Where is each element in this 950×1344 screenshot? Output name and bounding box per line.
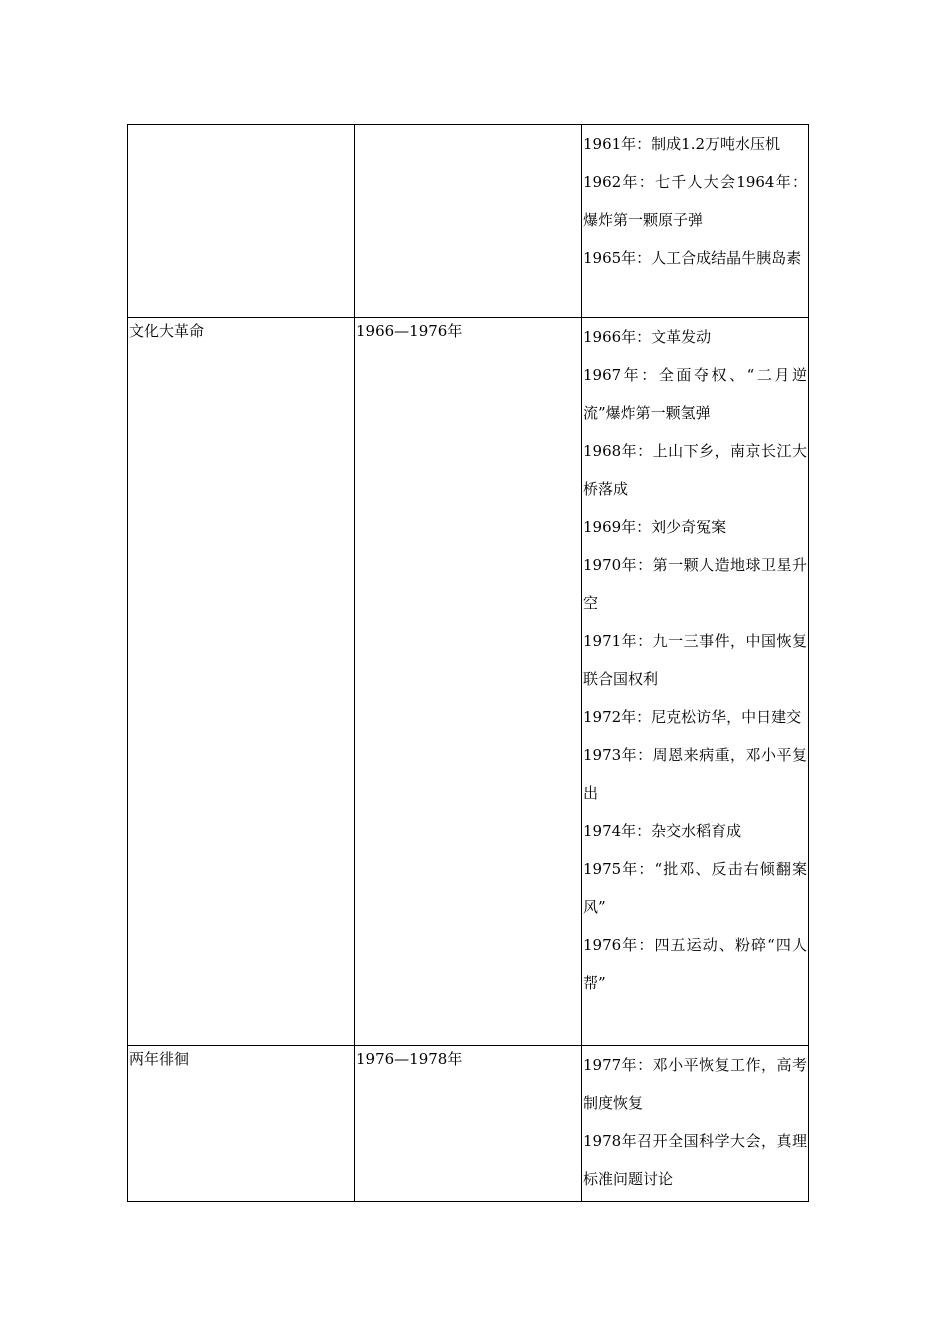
event-item: 1971年：九一三事件，中国恢复联合国权利 [583, 632, 807, 688]
years-label: 1966—1976年 [356, 322, 463, 340]
event-item: 1972年：尼克松访华，中日建交 [583, 708, 802, 726]
period-label [128, 125, 354, 128]
event-item: 1973年：周恩来病重，邓小平复出 [583, 746, 807, 802]
period-label: 文化大革命 [129, 322, 205, 340]
event-item: 1978年召开全国科学大会，真理标准问题讨论 [583, 1132, 807, 1188]
event-item: 1967年：全面夺权、“二月逆流”爆炸第一颗氢弹 [583, 366, 807, 422]
event-item: 1969年：刘少奇冤案 [583, 518, 727, 536]
years-label: 1976—1978年 [356, 1050, 463, 1068]
years-cell [355, 125, 582, 318]
event-item: 1966年：文革发动 [583, 328, 712, 346]
events-cell [582, 1046, 809, 1202]
event-item: 1968年：上山下乡，南京长江大桥落成 [583, 442, 807, 498]
event-item: 1965年：人工合成结晶牛胰岛素 [583, 249, 802, 267]
events-cell [582, 318, 809, 1046]
period-label: 两年徘徊 [129, 1050, 190, 1068]
event-item: 1974年：杂交水稻育成 [583, 822, 742, 840]
table-row [128, 318, 809, 1046]
timeline-table [127, 124, 809, 1202]
table-row [128, 1046, 809, 1202]
events-cell [582, 125, 809, 318]
event-item: 1976年：四五运动、粉碎“四人帮” [583, 936, 807, 992]
period-cell [128, 318, 355, 1046]
events-list [582, 318, 808, 1004]
period-cell [128, 1046, 355, 1202]
event-item: 1975年：“批邓、反击右倾翻案风” [583, 860, 807, 916]
event-item: 1977年：邓小平恢复工作，高考制度恢复 [583, 1056, 807, 1112]
event-item: 1961年：制成1.2万吨水压机 [583, 135, 781, 153]
years-cell [355, 1046, 582, 1202]
period-cell [128, 125, 355, 318]
event-item: 1962年：七千人大会1964年：爆炸第一颗原子弹 [583, 173, 807, 229]
table-row [128, 125, 809, 318]
events-list [582, 125, 808, 279]
years-label [355, 125, 581, 128]
years-cell [355, 318, 582, 1046]
events-list [582, 1046, 808, 1200]
event-item: 1970年：第一颗人造地球卫星升空 [583, 556, 807, 612]
